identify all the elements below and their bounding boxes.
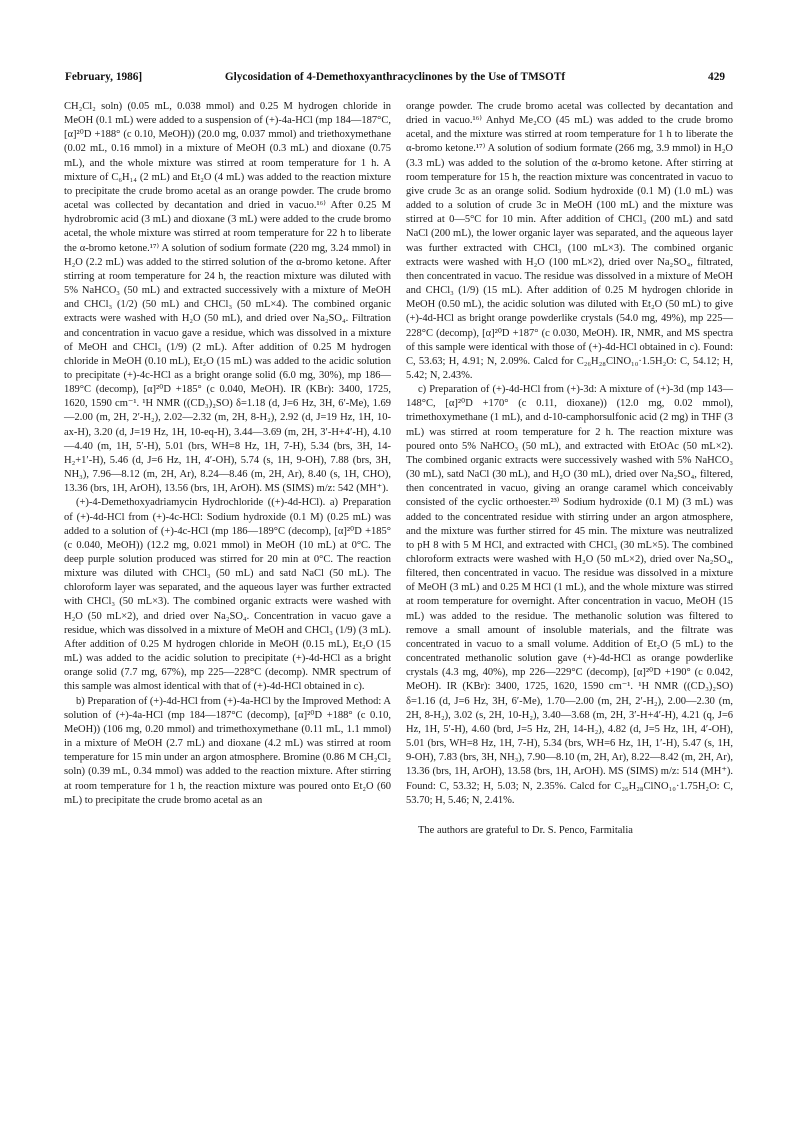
paragraph-4d-method-c: c) Preparation of (+)-4d-HCl from (+)-3d: A mixture of (+)-3d (mp 143—148°C, [α]²⁰D +170° (c 0.11, dioxane)) (12.0 mg, 0.02 mmol), trimethoxymethane (1 mL), and d-10-camphorsulfonic acid (2 mg) in THF (3 mL) was stirred at room temperature for 2 h. The reaction mixture was poured onto 5% NaHCO₃ (50 mL), and extracted with EtOAc (50 mL×2). The combined organic extracts were successively washed with 5% NaHCO₃ (30 mL), satd NaCl (30 mL), and H₂O (30 mL), dried over Na₂SO₄, filtered, then concentrated in vacuo, giving an orange caramel which conceivably consisted of the cyclic orthoester.²³⁾ Sodium hydroxide (0.1 M) (3 mL) was added to the concentrated residue with stirring under an argon atmosphere, and the mixture was further stirred for 45 min. The mixture was neutralized to pH 8 with 5 M HCl, and extracted with CHCl₃ (30 mL×5). The combined chloroform extracts were washed with H₂O (50 mL×2), dried over Na₂SO₄, filtered, then concentrated in vacuo. The residue was dissolved in a mixture of MeOH (3 mL) and 0.25 M HCl (1 mL), and the whole mixture was stirred at room temperature for overnight. After concentration in vacuo, MeOH (15 mL) was added to the residue. The methanolic solution was filtered to remove a small amount of insoluble materials, and the filtrate was concentrated in vacuo to a small volume. Addition of Et₂O (5 mL) to the concentrated methanolic solution gave (+)-4d-HCl as orange powderlike crystals (4.3 mg, 40%), mp 226—229°C (decomp), [α]²⁰D +190° (c 0.042, MeOH). IR (KBr): 3400, 1725, 1620, 1590 cm⁻¹. ¹H NMR ((CD₃)₂SO) δ=1.16 (d, J=6 Hz, 3H, 6′-Me), 1.70—2.00 (m, 2H, 2′-H₂), 2.00—2.30 (m, 2H, 8-H₂), 3.02 (s, 2H, 10-H₂), 3.40—3.68 (m, 2H, 3′-H+4′-H), 4.21 (q, J=6 Hz, 1H, 5′-H), 4.60 (brd, J=5 Hz, 2H, 14-H₂), 4.82 (d, J=5 Hz, 1H, 4′-OH), 5.01 (brs, WH=8 Hz, 1H, 7-H), 5.34 (brs, WH=6 Hz, 1H, 1′-H), 5.47 (s, 1H, 9-OH), 7.83 (brs, 3H, NH₃), 7.90—8.10 (m, 2H, Ar), 8.22—8.42 (m, 2H, Ar), 13.36 (brs, 1H, ArOH), 13.58 (brs, 1H, ArOH). MS (SIMS) m/z: 514 (MH⁺). Found: C, 53.32; H, 5.03; N, 2.35%. Calcd for C₂₆H₂₈ClNO₁₀·1.75H₂O: C, 53.70; H, 5.46; N, 2.41%. (406, 384, 733, 806)
header-page-number: 429 (708, 71, 725, 83)
paragraph-4d-heading-method-a: (+)-4-Demethoxyadriamycin Hydrochloride ((+)-4d-HCl). a) Preparation of (+)-4d-HCl from (+)-4c-HCl: Sodium hydroxide (0.1 M) (0.25 mL) was added to a solution of (+)-4c-HCl (mp 186—189°C (decomp), [α]²⁰D +185° (c 0.040, MeOH)) (12.2 mg, 0.021 mmol) in MeOH (10 mL) at 0°C. The deep purple solution produced was stirred for 20 min at 0°C. The reaction mixture was diluted with CHCl₃ (50 mL) and satd NaCl (50 mL). The chloroform layer was separated, and the aqueous layer was further extracted with CHCl₃ (50 mL×3). The combined organic extracts were washed with H₂O (50 mL×2), and dried over Na₂SO₄. Concentration in vacuo gave a residue, which was dissolved in a mixture of MeOH and CHCl₃ (1/9) (3 mL). After addition of 0.25 M hydrogen chloride in MeOH (0.15 mL), Et₂O (15 mL) was added to the acidic solution to precipitate (+)-4d-HCl as a bright orange solid (7.7 mg, 67%), mp 225—228°C (decomp). NMR spectrum of this sample was almost identical with that of (+)-4d-HCl obtained in c). (64, 497, 391, 693)
paragraph-4d-method-b: b) Preparation of (+)-4d-HCl from (+)-4a-HCl by the Improved Method: A solution of (+)-4a-HCl (mp 184—187°C (decomp), [α]²⁰D +188° (c 0.10, MeOH)) (106 mg, 0.20 mmol) and trimethoxymethane (0.11 mL, 1.1 mmol) in a mixture of MeOH (2.7 mL) and dioxane (4.2 mL) was stirred at room temperature for 15 min under an argon atmosphere. Bromine (0.86 M CH₂Cl₂ soln) (0.39 mL, 0.34 mmol) was added to the reaction mixture. After stirring at room temperature for 1 h, the reaction mixture was poured onto Et₂O (60 mL) to precipitate the crude bromo acetal as an (64, 695, 391, 806)
header-article-title: Glycosidation of 4-Demethoxyanthracyclinones by the Use of TMSOTf (224, 71, 566, 83)
running-header (65, 71, 725, 87)
left-column (64, 100, 391, 808)
acknowledgement: The authors are grateful to Dr. S. Penco, Farmitalia (418, 824, 633, 836)
paragraph-4c-preparation-continued: CH₂Cl₂ soln) (0.05 mL, 0.038 mmol) and 0.25 M hydrogen chloride in MeOH (0.1 mL) were added to a suspension of (+)-4a-HCl (mp 184—187°C, [α]²⁰D +188° (c 0.10, MeOH)) (20.0 mg, 0.037 mmol) and triethoxymethane (0.02 mL, 0.16 mmol) in a mixture of MeOH (0.3 mL) and dioxane (0.75 mL), and the whole mixture was stirred at room temperature for 1 h. A mixture of C₆H₁₄ (2 mL) and Et₂O (4 mL) was added to the reaction mixture to precipitate the crude bromo acetal as an orange powder. The crude bromo acetal was collected by decantation and dried in vacuo.¹⁶⁾ After 0.25 M hydrobromic acid (3 mL) and dioxane (3 mL) were added to the crude bromo acetal, the whole mixture was stirred at room temperature for 22 h to liberate the α-bromo ketone.¹⁷⁾ A solution of sodium formate (220 mg, 3.24 mmol) in H₂O (2.2 mL) was added to the stirred solution of the α-bromo ketone. After stirring at room temperature for 24 h, the reaction mixture was diluted with 5% NaHCO₃ (50 mL) and extracted successively with a mixture of MeOH and CHCl₃ (1/2) (50 mL) and CHCl₃ (50 mL×4). The combined organic extracts were washed with H₂O (50 mL), and dried over Na₂SO₄. Filtration and concentration in vacuo gave a residue, which was dissolved in a mixture of MeOH and CHCl₃ (1/9) (2 mL). After addition of 0.25 M hydrogen chloride in MeOH (0.10 mL), Et₂O (15 mL) was added to the acidic solution to precipitate (+)-4c-HCl as a bright orange solid (6.0 mg, 30%), mp 186—189°C (decomp), [α]²⁰D +185° (c 0.040, MeOH). IR (KBr): 3400, 1725, 1620, 1590 cm⁻¹. ¹H NMR ((CD₃)₂SO) δ=1.18 (d, J=6 Hz, 3H, 6′-Me), 1.69—2.00 (m, 2H, 2′-H₂), 2.02—2.32 (m, 2H, 8-H₂), 2.92 (d, J=19 Hz, 1H, 10-ax-H), 3.20 (d, J=19 Hz, 1H, 10-eq-H), 3.44—3.69 (m, 2H, 3′-H+4′-H), 4.10—4.40 (m, 1H, 5′-H), 5.01 (brs, WH=8 Hz, 1H, 7-H), 5.34 (brs, 3H, 14-H₂+1′-H), 5.46 (d, J=6 Hz, 1H, 4′-OH), 5.74 (s, 1H, 9-OH), 7.88 (brs, 3H, NH₃), 7.96—8.12 (m, 2H, Ar), 8.24—8.46 (m, 2H, Ar), 8.40 (s, 1H, CHO), 13.36 (brs, 1H, ArOH), 13.56 (brs, 1H, ArOH). MS (SIMS) m/z: 542 (MH⁺). (64, 101, 391, 495)
right-column (406, 100, 733, 838)
header-date-volume: February, 1986] (65, 71, 143, 83)
paragraph-4d-method-b-continued: orange powder. The crude bromo acetal was collected by decantation and dried in vacuo.¹⁶⁾ Anhyd Me₂CO (45 mL) was added to the crude bromo acetal, and the mixture was stirred at room temperature for 1 h to liberate the α-bromo ketone.¹⁷⁾ A solution of sodium formate (266 mg, 3.9 mmol) in H₂O (3.3 mL) was added to the solution of the α-bromo ketone. After stirring at room temperature for 15 h, the reaction mixture was concentrated in vacuo to give crude 3c as an orange solid. Sodium hydroxide (0.1 M) (1.0 mL) was added to a solution of crude 3c in MeOH (100 mL) and the mixture was stirred at 0—5°C for 10 min. After addition of CHCl₃ (200 mL) and satd NaCl (200 mL), the lower organic layer was separated, and the aqueous layer was further extracted with CHCl₃ (100 mL×3). The combined organic extracts were washed with H₂O (100 mL×2), dried over Na₂SO₄, filtrated, then concentrated in vacuo. The residue was dissolved in a mixture of MeOH and CHCl₃ (1/9) (15 mL). After addition of 0.25 M hydrogen chloride in MeOH (0.50 mL), the acidic solution was diluted with Et₂O (50 mL) to give (+)-4d-HCl as bright orange powderlike crystals (54.0 mg, 49%), mp 225—228°C (decomp), [α]²⁰D +187° (c 0.030, MeOH). IR, NMR, and MS spectra of this sample were identical with those of (+)-4d-HCl obtained in c). Found: C, 53.63; H, 4.91; N, 2.09%. Calcd for C₂₆H₂₈ClNO₁₀·1.5H₂O: C, 54.12; H, 5.42; N, 2.43%. (406, 101, 733, 381)
